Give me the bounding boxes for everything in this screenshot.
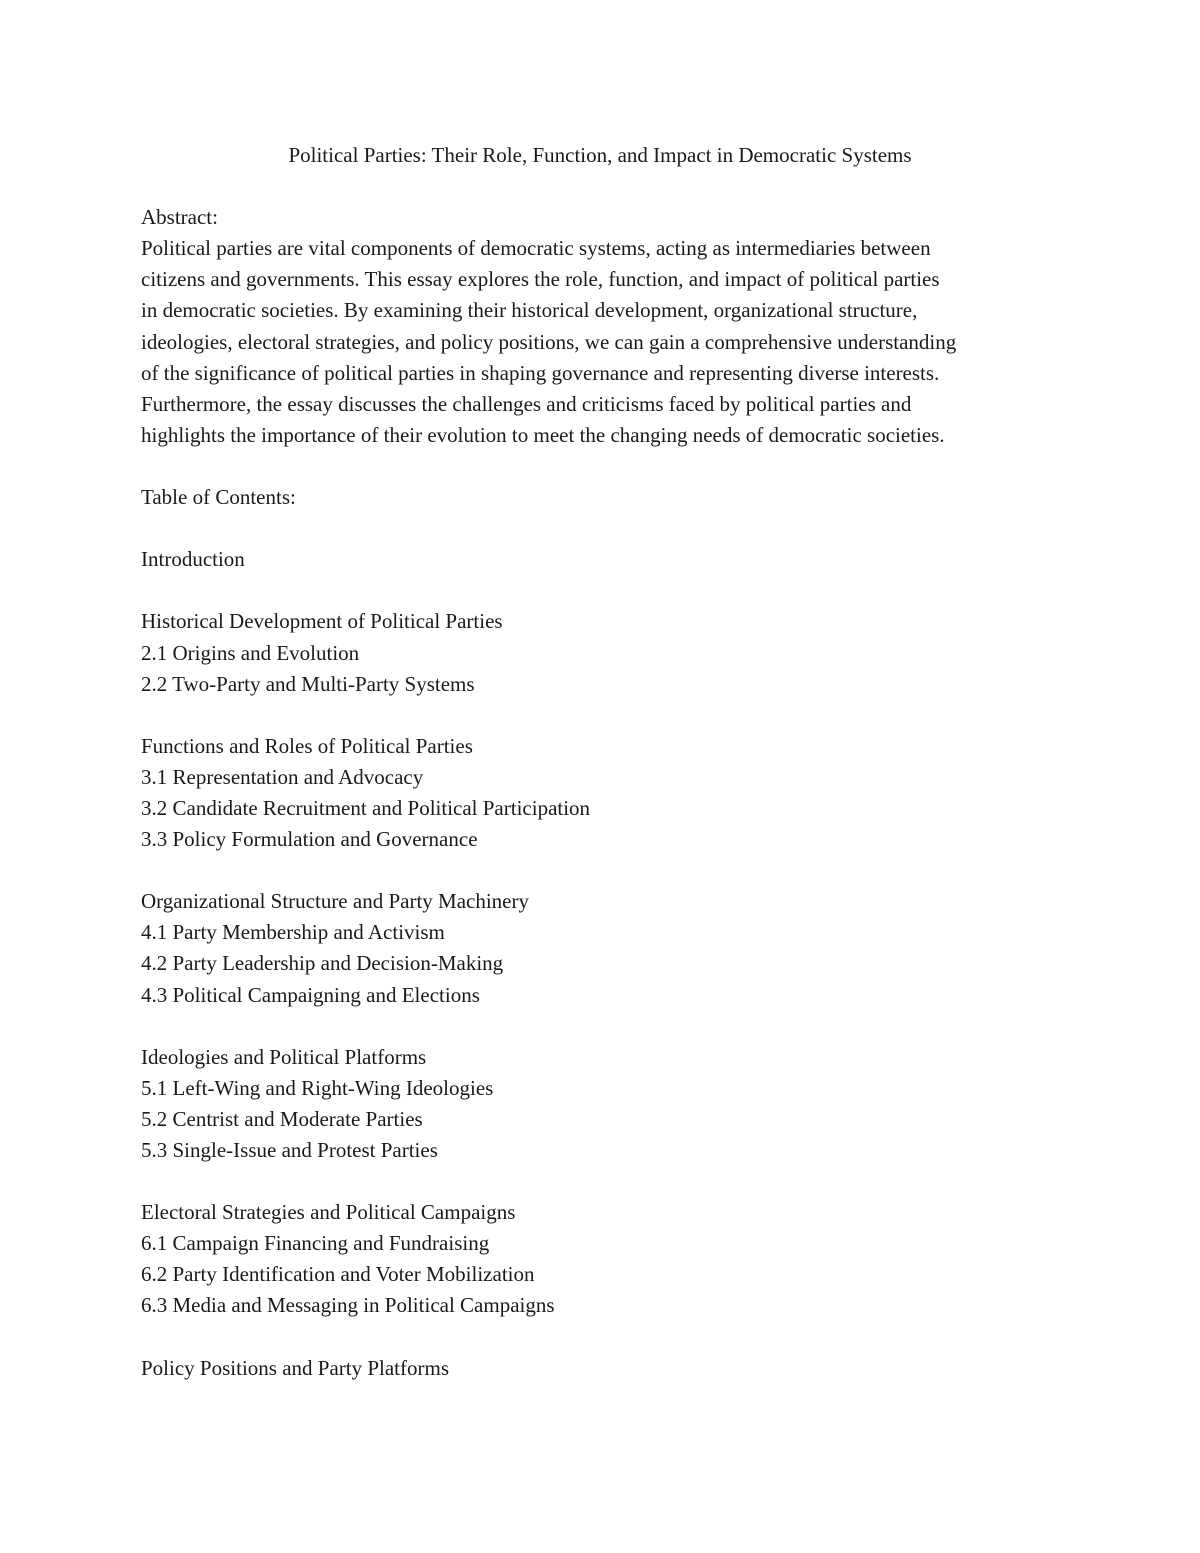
toc-section (141, 1353, 1071, 1384)
abstract-line: citizens and governments. This essay explores the role, function, and impact of political parties (141, 267, 940, 292)
toc-section-title: Functions and Roles of Political Parties (141, 733, 473, 758)
toc-item: 3.3 Policy Formulation and Governance (141, 827, 478, 852)
toc-item: 6.2 Party Identification and Voter Mobilization (141, 1262, 535, 1287)
spacer (141, 513, 1071, 544)
abstract-paragraph (141, 233, 1071, 451)
toc-section (141, 731, 1071, 855)
toc-item: 5.1 Left-Wing and Right-Wing Ideologies (141, 1075, 494, 1100)
spacer (141, 575, 1071, 606)
spacer (141, 1322, 1071, 1353)
toc-section-title: Electoral Strategies and Political Campaigns (141, 1200, 516, 1225)
abstract-line: Political parties are vital components of democratic systems, acting as intermediaries between (141, 236, 931, 261)
spacer (141, 1011, 1071, 1042)
toc-item: 2.2 Two-Party and Multi-Party Systems (141, 671, 475, 696)
toc-section-title: Ideologies and Political Platforms (141, 1044, 427, 1069)
toc-heading: Table of Contents: (141, 485, 296, 510)
toc-item: 2.1 Origins and Evolution (141, 640, 360, 665)
toc-section-title: Organizational Structure and Party Machinery (141, 889, 529, 914)
toc-introduction: Introduction (141, 547, 245, 572)
toc-section (141, 606, 1071, 699)
toc-section-title: Policy Positions and Party Platforms (141, 1355, 450, 1380)
spacer (141, 855, 1071, 886)
abstract-line: of the significance of political parties in shaping governance and representing diverse interests. (141, 360, 940, 385)
table-of-contents (141, 544, 1071, 1384)
abstract-line: Furthermore, the essay discusses the challenges and criticisms faced by political parties and (141, 391, 912, 416)
toc-item: 3.1 Representation and Advocacy (141, 764, 424, 789)
toc-item: 6.3 Media and Messaging in Political Campaigns (141, 1293, 555, 1318)
abstract-line: highlights the importance of their evolution to meet the changing needs of democratic societies. (141, 422, 945, 447)
spacer (141, 171, 1071, 202)
document-body (141, 140, 1071, 1384)
toc-item: 4.3 Political Campaigning and Elections (141, 982, 480, 1007)
abstract-line: ideologies, electoral strategies, and policy positions, we can gain a comprehensive understanding (141, 329, 957, 354)
toc-item: 5.3 Single-Issue and Protest Parties (141, 1138, 438, 1162)
spacer (141, 451, 1071, 482)
toc-section (141, 1197, 1071, 1321)
toc-item: 3.2 Candidate Recruitment and Political Participation (141, 795, 591, 820)
spacer (141, 1166, 1071, 1197)
document-title: Political Parties: Their Role, Function, and Impact in Democratic Systems (288, 143, 912, 167)
toc-section (141, 886, 1071, 1010)
toc-item: 6.1 Campaign Financing and Fundraising (141, 1231, 490, 1256)
toc-item: 4.1 Party Membership and Activism (141, 920, 445, 945)
spacer (141, 700, 1071, 731)
toc-section (141, 1042, 1071, 1166)
abstract-line: in democratic societies. By examining their historical development, organizational structure, (141, 298, 918, 323)
toc-item: 4.2 Party Leadership and Decision-Making (141, 951, 504, 976)
toc-item: 5.2 Centrist and Moderate Parties (141, 1106, 423, 1131)
abstract-heading: Abstract: (141, 205, 218, 230)
toc-section-title: Historical Development of Political Parties (141, 609, 503, 634)
